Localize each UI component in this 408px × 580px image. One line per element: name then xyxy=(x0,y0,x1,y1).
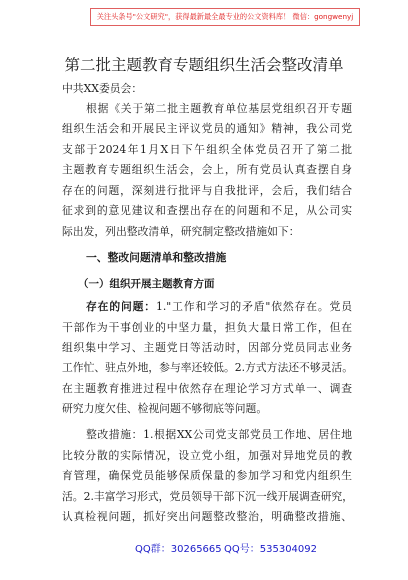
body-line: 主题教育专题组织生活会，会上，所有党员认真查摆自身 xyxy=(62,163,352,176)
body-line: 在主题教育推进过程中依然存在理论学习方式单一、调查 xyxy=(62,382,352,395)
document-title: 第二批主题教育专题组织生活会整改清单 xyxy=(64,56,344,74)
section-heading: 一、整改问题清单和整改措施 xyxy=(86,251,227,264)
body-line: 组织集中学习、主题党日等活动时，因部分党员同志业务 xyxy=(62,341,352,354)
body-line: 研究力度欠佳、检视问题不够彻底等问题。 xyxy=(62,402,268,415)
body-line: 认真检视问题，抓好突出问题整改整治，明确整改措施、 xyxy=(62,510,352,523)
body-line: 工作忙、驻点外地，参与率还较低。2.方式方法还不够灵活。 xyxy=(62,361,354,374)
footer-qq-group: QQ群：30265665 xyxy=(135,544,222,555)
addressee: 中共XX委员会： xyxy=(62,82,143,95)
body-line: 征求到的意见建议和查摆出存在的问题和不足，从公司实 xyxy=(62,204,352,217)
problem-text: 1."工作和学习的矛盾"依然存在。党员 xyxy=(155,300,353,313)
problem-label: 存在的问题： xyxy=(86,300,156,313)
body-line: 干部作为干事创业的中坚力量，担负大量日常工作，但在 xyxy=(62,321,352,334)
body-line: 组织生活会和开展民主评议党员的通知》精神，我公司党 xyxy=(62,122,352,135)
body-line: 根据《关于第二批主题教育单位基层党组织召开专题 xyxy=(86,102,352,115)
body-line: 活。2.丰富学习形式，党员领导干部下沉一线开展调查研究， xyxy=(62,490,354,503)
subsection-heading: （一）组织开展主题教育方面 xyxy=(78,278,215,290)
body-line: 际出发，列出整改清单，研究制定整改措施如下： xyxy=(62,225,300,238)
footer-qq-number: QQ号：535304092 xyxy=(224,544,318,555)
body-line: 育管理，确保党员能够保质保量的参加学习和党内组织生 xyxy=(62,469,352,482)
body-line: 存在的问题，深刻进行批评与自我批评，会后，我们结合 xyxy=(62,184,352,197)
problem-line xyxy=(86,300,352,314)
header-banner: 关注头条号"公文研究"，获得最新最全最专业的公文资料库！ 微信：gongwenyj xyxy=(90,8,360,26)
body-line: 支部于2024年1月X日下午组织全体党员召开了第二批 xyxy=(62,143,352,156)
body-line: 比较分散的实际情况，设立党小组，加强对异地党员的教 xyxy=(62,449,352,462)
body-line: 整改措施：1.根据XX公司党支部党员工作地、居住地 xyxy=(86,428,352,441)
